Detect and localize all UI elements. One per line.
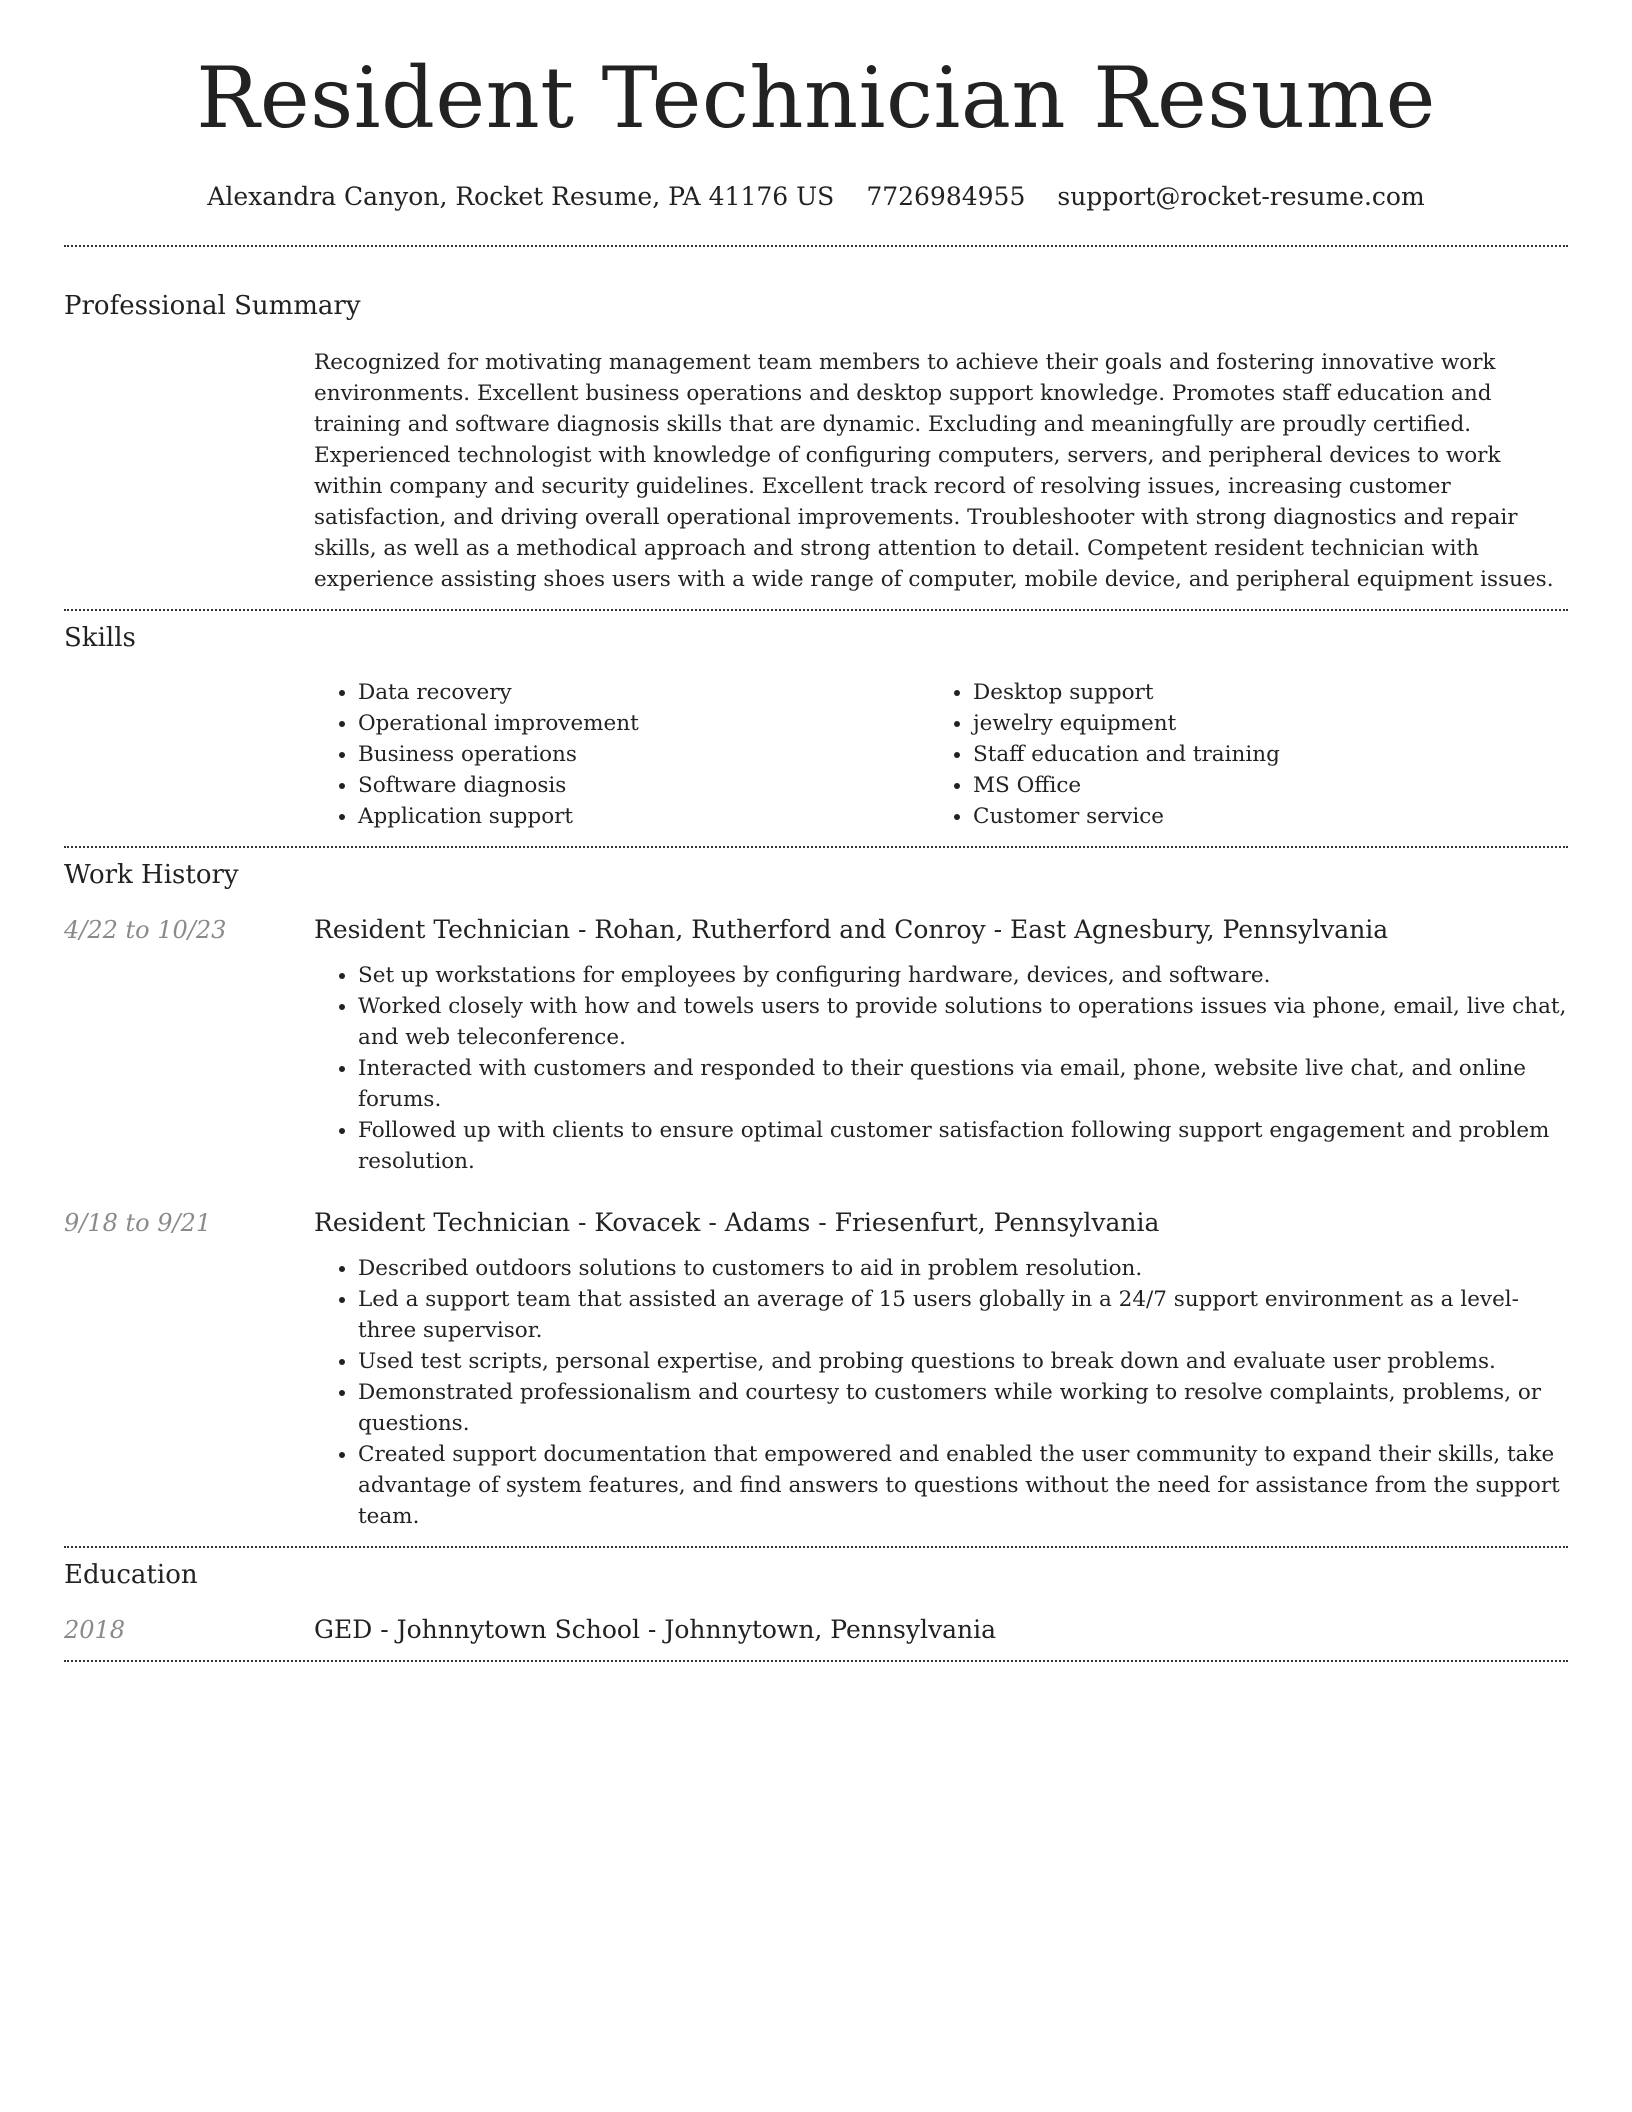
- education-detail: GED - Johnnytown School - Johnnytown, Pennsylvania: [314, 1615, 996, 1644]
- skills-column-right: [929, 677, 1544, 832]
- job-bullet: • Created support documentation that empowered and enabled the user community to expand their skills, take advantage of system features, and find answers to questions without the need for assistance from the support team.: [358, 1439, 1568, 1532]
- resume-title: Resident Technician Resume: [196, 49, 1436, 147]
- divider: [64, 1660, 1568, 1662]
- job-bullet: • Interacted with customers and responded to their questions via email, phone, website live chat, and online forums.: [358, 1053, 1568, 1115]
- skill-item: • Business operations: [358, 739, 929, 770]
- skills-column-left: [314, 677, 929, 832]
- skill-item: • Data recovery: [358, 677, 929, 708]
- skill-item: • MS Office: [973, 770, 1544, 801]
- job-bullet: • Described outdoors solutions to customers to aid in problem resolution.: [358, 1253, 1568, 1284]
- job-body: [314, 1207, 1568, 1532]
- education-entry: [64, 1614, 1568, 1646]
- education-section: [64, 1548, 1568, 1660]
- skill-item: • Staff education and training: [973, 739, 1544, 770]
- skill-item: • Desktop support: [973, 677, 1544, 708]
- job-bullets: [314, 1253, 1568, 1532]
- contact-address: Alexandra Canyon, Rocket Resume, PA 41176 US: [207, 182, 835, 211]
- contact-phone: 7726984955: [866, 182, 1026, 211]
- job-entry: [64, 1207, 1568, 1532]
- job-title: Resident Technician - Kovacek - Adams - Friesenfurt, Pennsylvania: [314, 1208, 1160, 1237]
- job-title: Resident Technician - Rohan, Rutherford and Conroy - East Agnesbury, Pennsylvania: [314, 915, 1389, 944]
- job-dates: 4/22 to 10/23: [64, 916, 227, 944]
- summary-heading: Professional Summary: [64, 291, 361, 321]
- job-bullet: • Demonstrated professionalism and courtesy to customers while working to resolve complaints, problems, or questions.: [358, 1377, 1568, 1439]
- contact-line: [64, 182, 1568, 211]
- education-year: 2018: [64, 1616, 126, 1644]
- skill-item: • Software diagnosis: [358, 770, 929, 801]
- skill-item: • Application support: [358, 801, 929, 832]
- job-bullet: • Followed up with clients to ensure optimal customer satisfaction following support engagement and problem resolution.: [358, 1115, 1568, 1177]
- skill-item: • Operational improvement: [358, 708, 929, 739]
- skill-item: • jewelry equipment: [973, 708, 1544, 739]
- contact-email: support@rocket-resume.com: [1057, 182, 1425, 211]
- skill-item: • Customer service: [973, 801, 1544, 832]
- job-bullets: [314, 960, 1568, 1177]
- summary-section: [64, 247, 1568, 609]
- job-bullet: • Worked closely with how and towels users to provide solutions to operations issues via phone, email, live chat, and web teleconference.: [358, 991, 1568, 1053]
- job-bullet: • Used test scripts, personal expertise, and probing questions to break down and evaluate user problems.: [358, 1346, 1568, 1377]
- job-dates: 9/18 to 9/21: [64, 1209, 212, 1237]
- work-history-section: [64, 848, 1568, 1546]
- job-entry: [64, 914, 1568, 1177]
- job-bullet: • Set up workstations for employees by configuring hardware, devices, and software.: [358, 960, 1568, 991]
- skills-grid: [314, 677, 1568, 846]
- skills-heading: Skills: [64, 623, 136, 653]
- job-bullet: • Led a support team that assisted an average of 15 users globally in a 24/7 support environment as a level-three supervisor.: [358, 1284, 1568, 1346]
- summary-text: Recognized for motivating management team members to achieve their goals and fostering innovative work environments. Excellent business operations and desktop support knowledge. Promotes staff education and training and software diagnosis skills that are dynamic. Excluding and meaningfully are proudly certified. Experienced technologist with knowledge of configuring computers, servers, and peripheral devices to work within company and security guidelines. Excellent track record of resolving issues, increasing customer satisfaction, and driving overall operational improvements. Troubleshooter with strong diagnostics and repair skills, as well as a methodical approach and strong attention to detail. Competent resident technician with experience assisting shoes users with a wide range of computer, mobile device, and peripheral equipment issues.: [314, 350, 1554, 592]
- skills-section: [64, 611, 1568, 846]
- work-history-heading: Work History: [64, 860, 239, 890]
- job-body: [314, 914, 1568, 1177]
- education-heading: Education: [64, 1560, 198, 1590]
